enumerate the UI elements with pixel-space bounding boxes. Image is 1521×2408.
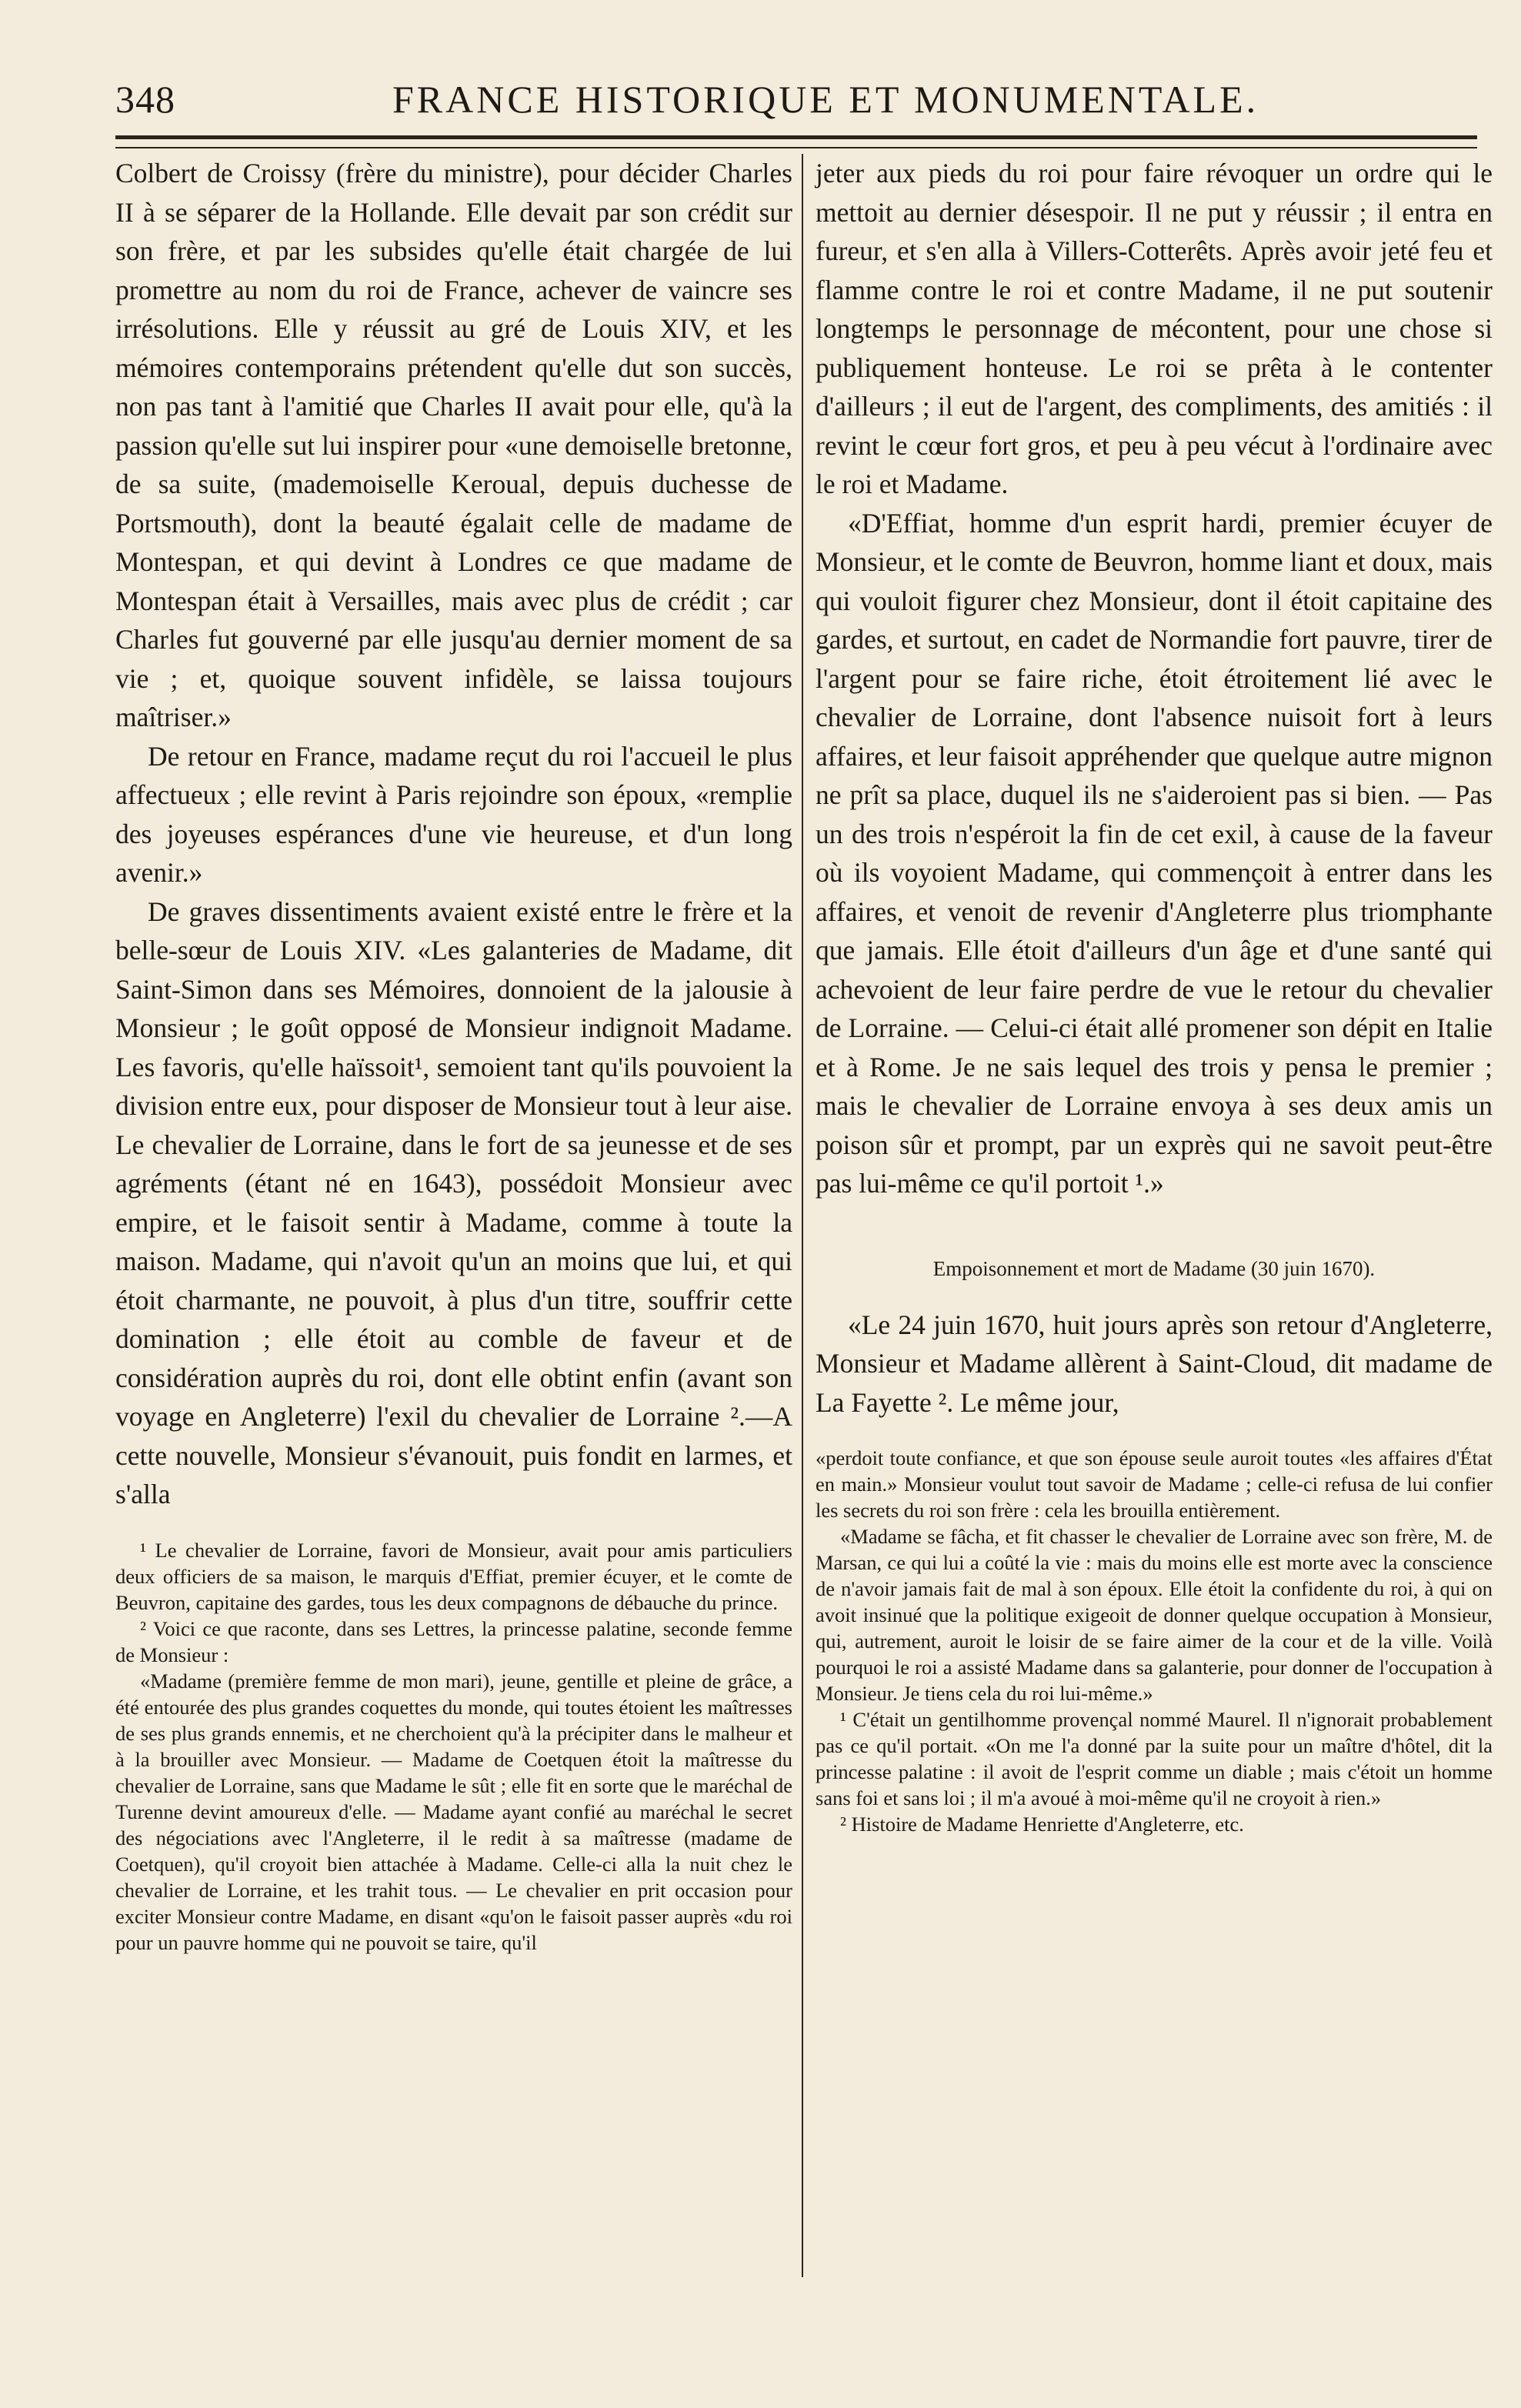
- right-main-text: [816, 154, 1493, 1203]
- right-footnotes: [816, 1445, 1493, 1837]
- left-paragraph-3: De graves dissentiments avaient existé entre le frère et la belle-sœur de Louis XIV. «Les galanteries de Madame, dit Saint-Simon dans ses Mémoires, donnoient de la jalousie à Monsieur ; le goût opposé de Monsieur indignoit Madame. Les favoris, qu'elle haïssoit¹, semoient tant qu'ils pouvoient la division entre eux, pour disposer de Monsieur tout à leur aise. Le chevalier de Lorraine, dans le fort de sa jeunesse et de ses agréments (étant né en 1643), possédoit Monsieur avec empire, et le faisoit sentir à Madame, comme à toute la maison. Madame, qui n'avoit qu'un an moins que lui, et qui étoit charmante, ne pouvoit, à plus d'un titre, souffrir cette domination ; elle étoit au comble de faveur et de considération auprès du roi, dont elle obtint enfin (avant son voyage en Angleterre) l'exil du chevalier de Lorraine ².—A cette nouvelle, Monsieur s'évanouit, puis fondit en larmes, et s'alla: [115, 895, 792, 1509]
- section-paragraph: «Le 24 juin 1670, huit jours après son retour d'Angleterre, Monsieur et Madame allèrent à Saint-Cloud, dit madame de La Fayette ². Le même jour,: [816, 1309, 1493, 1418]
- section-body: [816, 1306, 1493, 1422]
- running-title: FRANCE HISTORIQUE ET MONUMENTALE.: [392, 78, 1259, 121]
- left-main-text: [115, 154, 792, 1514]
- left-paragraph-1: Colbert de Croissy (frère du ministre), pour décider Charles II à se séparer de la Hollande. Elle devait par son crédit sur son frère, et par les subsides qu'elle était chargée de lui promettre au nom du roi de France, achever de vaincre ses irrésolutions. Elle y réussit au gré de Louis XIV, et les mémoires contemporains prétendent qu'elle dut son succès, non pas tant à l'amitié que Charles II avait pour elle, qu'à la passion qu'elle sut lui inspirer pour «une demoiselle bretonne, de sa suite, (mademoiselle Keroual, depuis duchesse de Portsmouth), dont la beauté égalait celle de madame de Montespan, et qui devint à Londres ce que madame de Montespan était à Versailles, mais avec plus de crédit ; car Charles fut gouverné par elle jusqu'au dernier moment de sa vie ; et, quoique souvent infidèle, se laissa toujours maîtriser.»: [115, 158, 792, 732]
- left-footnotes: [115, 1537, 792, 1956]
- footnote-2-continued-b: «Madame se fâcha, et fit chasser le chevalier de Lorraine avec son frère, M. de Marsan, ce qui lui a coûté la vie : mais du moins elle est morte avec la conscience de n'avoir jamais fait de mal à son époux. Elle étoit la confidente du roi, à qui on avoit insinué que la politique exigeoit de donner quelque occupation à Monsieur, qui, autrement, auroit le loisir de se faire aimer de la cour et de la ville. Voilà pourquoi le roi a assisté Madame dans sa galanterie, pour donner de l'occupation à Monsieur. Je tiens cela du roi lui-même.»: [816, 1525, 1493, 1705]
- right-footnote-1: ¹ C'était un gentilhomme provençal nommé Maurel. Il n'ignorait probablement pas ce qu'il portait. «On me l'a donné par la suite pour un maître d'hôtel, dit la princesse palatine : il avoit de l'esprit comme un diable ; mais c'étoit un homme sans foi et sans loi ; il m'a avoué à moi-même qu'il ne croyoit à rien.»: [816, 1708, 1493, 1809]
- section-title: Empoisonnement et mort de Madame (30 juin 1670).: [932, 1256, 1376, 1280]
- column-divider: [802, 154, 803, 2277]
- header-rule: [115, 135, 1477, 148]
- right-paragraph-1: jeter aux pieds du roi pour faire révoquer un ordre qui le mettoit au dernier désespoir. Il ne put y réussir ; il entra en fureur, et s'en alla à Villers-Cotterêts. Après avoir jeté feu et flamme contre le roi et contre Madame, il ne put soutenir longtemps le personnage de mécontent, pour une chose si publiquement honteuse. Le roi se prêta à le contenter d'ailleurs ; il eut de l'argent, des compliments, des amitiés : il revint le cœur fort gros, et peu à peu vécut à l'ordinaire avec le roi et Madame.: [816, 158, 1493, 499]
- footnote-2-quote: «Madame (première femme de mon mari), jeune, gentille et pleine de grâce, a été entourée des plus grandes coquettes du monde, qui toutes étoient les maîtresses de ses plus grands ennemis, et ne cherchoient qu'à la précipiter dans le malheur et à la brouiller avec Monsieur. — Madame de Coetquen étoit la maîtresse du chevalier de Lorraine, sans que Madame le sût ; elle fit en sorte que le maréchal de Turenne devint amoureux d'elle. — Madame ayant confié au maréchal le secret des négociations avec l'Angleterre, il le redit à sa maîtresse (madame de Coetquen), qu'il croyoit bien attachée à Madame. Celle-ci alla la nuit chez le chevalier de Lorraine, et les trahit tous. — Le chevalier en prit occasion pour exciter Monsieur contre Madame, en disant «qu'on le faisoit passer auprès «du roi pour un pauvre homme qui ne pouvoit se taire, qu'il: [115, 1669, 792, 1954]
- left-paragraph-2: De retour en France, madame reçut du roi l'accueil le plus affectueux ; elle revint à Paris rejoindre son époux, «remplie des joyeuses espérances d'une vie heureuse, et d'un long avenir.»: [115, 740, 792, 888]
- footnote-2: ² Voici ce que raconte, dans ses Lettres, la princesse palatine, seconde femme de Monsieur :: [115, 1616, 792, 1666]
- page-number: 348: [115, 78, 175, 121]
- footnote-2-continued: «perdoit toute confiance, et que son épouse seule auroit toutes «les affaires d'État en main.» Monsieur voulut tout savoir de Madame ; celle-ci refusa de lui confier les secrets du roi son frère : cela les brouilla entièrement.: [816, 1446, 1493, 1522]
- footnote-1: ¹ Le chevalier de Lorraine, favori de Monsieur, avait pour amis particuliers deux officiers de sa maison, le marquis d'Effiat, premier écuyer, et le comte de Beuvron, capitaine des gardes, tous les deux compagnons de débauche du prince.: [115, 1538, 792, 1614]
- page-header: [92, 71, 1477, 132]
- right-column: [816, 154, 1493, 1837]
- right-paragraph-2: «D'Effiat, homme d'un esprit hardi, premier écuyer de Monsieur, et le comte de Beuvron, homme liant et doux, mais qui vouloit figurer chez Monsieur, dont il étoit capitaine des gardes, et surtout, en cadet de Normandie fort pauvre, tirer de l'argent pour se faire riche, étoit étroitement lié avec le chevalier de Lorraine, dont l'absence nuisoit fort à leurs affaires, et leur faisoit appréhender que quelque autre mignon ne prît sa place, duquel ils ne s'aideroient pas si bien. — Pas un des trois n'espéroit la fin de cet exil, à cause de la faveur où ils voyoient Madame, qui commençoit à entrer dans les affaires, et venoit de revenir d'Angleterre plus triomphante que jamais. Elle étoit d'ailleurs d'un âge et d'une santé qui achevoient de leur faire perdre de vue le retour du chevalier de Lorraine. — Celui-ci était allé promener son dépit en Italie et à Rome. Je ne sais lequel des trois y pensa le premier ; mais le chevalier de Lorraine envoya à ses deux amis un poison sûr et prompt, par un exprès qui ne savoit peut-être pas lui-même ce qu'il portoit ¹.»: [816, 507, 1493, 1199]
- left-column: [115, 154, 792, 1956]
- right-footnote-2: ² Histoire de Madame Henriette d'Angleterre, etc.: [840, 1813, 1244, 1836]
